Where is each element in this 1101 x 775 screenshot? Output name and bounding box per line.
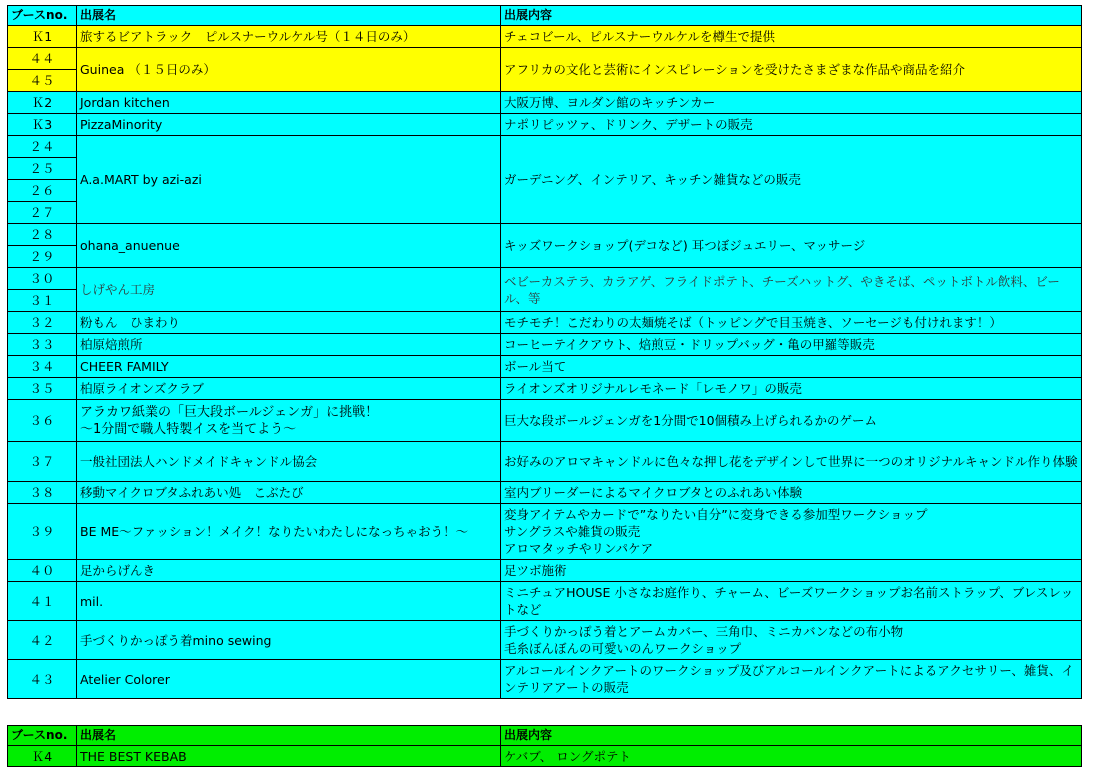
exhibit-content: ベビーカステラ、カラアゲ、フライドポテト、チーズハットグ、やきそば、ペットボトル飲料、ビール、等 (501, 268, 1082, 312)
table-row (8, 268, 1082, 290)
exhibitor-name: THE BEST KEBAB (77, 746, 501, 767)
booth-no: ３１ (8, 290, 77, 312)
exhibit-content: 巨大な段ボールジェンガを1分間で10個積み上げられるかのゲーム (501, 400, 1082, 442)
table-header-row (8, 6, 1082, 26)
table-row (8, 442, 1082, 482)
table-row (8, 312, 1082, 334)
exhibitor-name: Atelier Colorer (77, 660, 501, 699)
header-booth-no: ブースno. (8, 726, 77, 746)
header-booth-no: ブースno. (8, 6, 77, 26)
header-name: 出展名 (77, 726, 501, 746)
booth-no: ４２ (8, 621, 77, 660)
exhibitor-name: 柏原焙煎所 (77, 334, 501, 356)
booth-no: Ｋ2 (8, 92, 77, 114)
booth-no: ４１ (8, 582, 77, 621)
exhibitor-name: しげやん工房 (77, 268, 501, 312)
kitchen-car-table (7, 725, 1082, 767)
table-row (8, 356, 1082, 378)
exhibit-content: ライオンズオリジナルレモネード「レモノワ」の販売 (501, 378, 1082, 400)
exhibitor-name: 粉もん ひまわり (77, 312, 501, 334)
exhibitor-name: 移動マイクロブタふれあい処 こぶたび (77, 482, 501, 504)
booth-no: Ｋ1 (8, 26, 77, 48)
header-name: 出展名 (77, 6, 501, 26)
exhibit-content: ミニチュアHOUSE 小さなお庭作り、チャーム、ビーズワークショップお名前ストラップ、ブレスレットなど (501, 582, 1082, 621)
booth-no: ３２ (8, 312, 77, 334)
booth-no: ２８ (8, 224, 77, 246)
exhibit-content: アルコールインクアートのワークショップ及びアルコールインクアートによるアクセサリー、雑貨、インテリアアートの販売 (501, 660, 1082, 699)
exhibit-content: ガーデニング、インテリア、キッチン雑貨などの販売 (501, 136, 1082, 224)
table-row (8, 136, 1082, 158)
exhibitor-name: Jordan kitchen (77, 92, 501, 114)
exhibit-content: 足ツボ施術 (501, 560, 1082, 582)
exhibit-content: モチモチ！こだわりの太麺焼そば（トッピングで目玉焼き、ソーセージも付けれます！） (501, 312, 1082, 334)
exhibitor-name: 一般社団法人ハンドメイドキャンドル協会 (77, 442, 501, 482)
booth-no: ４４ (8, 48, 77, 70)
exhibit-content: 室内ブリーダーによるマイクロブタとのふれあい体験 (501, 482, 1082, 504)
booth-no: ４０ (8, 560, 77, 582)
booth-no: ４３ (8, 660, 77, 699)
booth-no: ３３ (8, 334, 77, 356)
exhibitor-name: 柏原ライオンズクラブ (77, 378, 501, 400)
booth-no: ２７ (8, 202, 77, 224)
table-row (8, 746, 1082, 767)
booth-no: ３０ (8, 268, 77, 290)
exhibitor-name: CHEER FAMILY (77, 356, 501, 378)
exhibit-content: 大阪万博、ヨルダン館のキッチンカー (501, 92, 1082, 114)
exhibit-content: コーヒーテイクアウト、焙煎豆・ドリップバッグ・亀の甲羅等販売 (501, 334, 1082, 356)
table-row (8, 560, 1082, 582)
table-row (8, 482, 1082, 504)
table-row (8, 114, 1082, 136)
exhibitor-name: 足からげんき (77, 560, 501, 582)
booth-no: ２４ (8, 136, 77, 158)
table-row (8, 334, 1082, 356)
table-row (8, 378, 1082, 400)
booth-no: ３７ (8, 442, 77, 482)
exhibitor-table (7, 5, 1082, 699)
exhibit-content: ボール当て (501, 356, 1082, 378)
table-row (8, 621, 1082, 660)
exhibitor-name: 旅するビアトラック ピルスナーウルケル号（１４日のみ） (77, 26, 501, 48)
header-content: 出展内容 (501, 726, 1082, 746)
booth-no: ３５ (8, 378, 77, 400)
booth-no: ３９ (8, 504, 77, 560)
table-row (8, 400, 1082, 442)
exhibit-content: チェコビール、ピルスナーウルケルを樽生で提供 (501, 26, 1082, 48)
exhibit-content: ナポリピッツァ、ドリンク、デザートの販売 (501, 114, 1082, 136)
booth-no: Ｋ4 (8, 746, 77, 767)
booth-no: ２６ (8, 180, 77, 202)
exhibitor-name: PizzaMinority (77, 114, 501, 136)
booth-no: ３６ (8, 400, 77, 442)
header-content: 出展内容 (501, 6, 1082, 26)
exhibitor-name: 手づくりかっぽう着mino sewing (77, 621, 501, 660)
booth-no: ４５ (8, 70, 77, 92)
exhibit-content: お好みのアロマキャンドルに色々な押し花をデザインして世界に一つのオリジナルキャンドル作り体験 (501, 442, 1082, 482)
exhibit-content: ケバブ、 ロングポテト (501, 746, 1082, 767)
booth-no: ２５ (8, 158, 77, 180)
exhibitor-name: mil. (77, 582, 501, 621)
table-row (8, 92, 1082, 114)
exhibitor-name: ohana_anuenue (77, 224, 501, 268)
booth-no: ３８ (8, 482, 77, 504)
exhibitor-name: BE ME～ファッション！メイク！なりたいわたしになっちゃおう！～ (77, 504, 501, 560)
table-row (8, 582, 1082, 621)
exhibit-content: 変身アイテムやカードで”なりたい自分”に変身できる参加型ワークショップ サングラスや雑貨の販売 アロマタッチやリンパケア (501, 504, 1082, 560)
exhibit-content: 手づくりかっぽう着とアームカバー、三角巾、ミニカバンなどの布小物 毛糸ぼんぼんの可愛いのんワークショップ (501, 621, 1082, 660)
table-row (8, 224, 1082, 246)
booth-no: ２９ (8, 246, 77, 268)
table-row (8, 26, 1082, 48)
exhibitor-name: A.a.MART by azi-azi (77, 136, 501, 224)
exhibitor-name: Guinea （１５日のみ） (77, 48, 501, 92)
booth-no: ３４ (8, 356, 77, 378)
table-row (8, 48, 1082, 70)
table-row (8, 504, 1082, 560)
booth-no: Ｋ3 (8, 114, 77, 136)
exhibit-content: アフリカの文化と芸術にインスピレーションを受けたさまざまな作品や商品を紹介 (501, 48, 1082, 92)
table-header-row (8, 726, 1082, 746)
exhibit-content: キッズワークショップ(デコなど) 耳つぼジュエリー、マッサージ (501, 224, 1082, 268)
table-row (8, 660, 1082, 699)
exhibitor-name: アラカワ紙業の「巨大段ボールジェンガ」に挑戦！ ～1分間で職人特製イスを当てよう～ (77, 400, 501, 442)
